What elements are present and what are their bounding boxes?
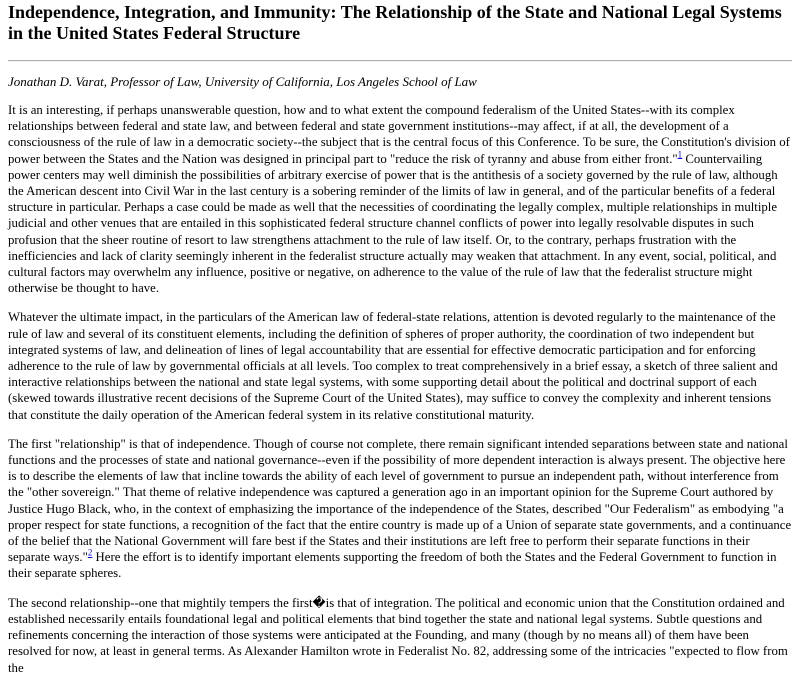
paragraph-4 xyxy=(8,595,792,676)
paragraph-text: The second relationship--one that mightily tempers the first�is that of integration. The political and economic union that the Constitution ordained and established necessarily entails foundational legal and political elements that bind together the state and national legal systems. Subtle questions and refinements concerning the interaction of those systems were anticipated at the Founding, and many (though by no means all) of them have been resolved for now, at least in general terms. As Alexander Hamilton wrote in Federalist No. 82, addressing some of the intricacies "expected to flow from the xyxy=(8,595,788,675)
article-author: Jonathan D. Varat, Professor of Law, University of California, Los Angeles School of Law xyxy=(8,74,477,89)
footnote-link[interactable]: 1 xyxy=(677,149,683,160)
paragraph-2 xyxy=(8,309,792,422)
paragraph-text: Whatever the ultimate impact, in the particulars of the American law of federal-state relations, attention is devoted regularly to the maintenance of the rule of law and several of its constituent elements, including the definition of spheres of proper authority, the coordination of two independent but integrated systems of law, and delineation of lines of legal accountability that are essential for effective democratic participation and for enforcing adherence to the rule of law by governmental officials at all levels. Too complex to treat comprehensively in a brief essay, a sketch of three salient and interactive relationships between the national and state legal systems, with some supporting detail about the political and doctrinal support of each (skewed towards illustrative recent decisions of the Supreme Court of the United States), may suffice to convey the complexity and inherent tensions that constitute the daily operation of the American federal system in its relative constitutional maturity. xyxy=(8,310,778,422)
paragraph-text: It is an interesting, if perhaps unanswerable question, how and to what extent the compound federalism of the United States--with its complex relationships between federal and state law, and between federal and state government institutions--may affect, if at all, the development of a consciousness of the rule of law in a democratic society--the subject that is the central focus of this Conference. To be sure, the Constitution's division of power between the States and the Nation was designed in principal part to "reduce the risk of tyranny and abuse from either front." xyxy=(8,103,790,166)
paragraph-text: The first "relationship" is that of independence. Though of course not complete, there remain significant intended separations between state and national functions and the processes of state and national governance--even if the possibility of more dependent interaction is always present. The objective here is to describe the elements of law that incline towards the ability of each level of government to pursue an independent path, without interference from the "other sovereign." That theme of relative independence was captured a generation ago in an important opinion for the Supreme Court authored by Justice Hugo Black, who, in the context of emphasizing the importance of the independence of the States, described "Our Federalism" as embodying "a proper respect for state functions, a recognition of the fact that the entire country is made up of a Union of separate state governments, and a continuance of the belief that the National Government will fare best if the States and their institutions are left free to perform their separate functions in their separate ways." xyxy=(8,436,792,565)
document-page xyxy=(0,2,800,676)
footnote-link[interactable]: 2 xyxy=(87,548,93,559)
paragraph-3 xyxy=(8,436,792,582)
paragraph-1 xyxy=(8,102,792,296)
paragraph-text: Countervailing power centers may well diminish the possibilities of arbitrary exercise of power that is the antithesis of a society governed by the rule of law, although the American descent into Civil War in the last century is a sobering reminder of the limits of law in general, and of the particular benefits of a federal structure in particular. Perhaps a case could be made as well that the necessities of coordinating the legally complex, multiple relationships in multiple judicial and other venues that are entailed in this sophisticated federal structure channel conflicts of power into legally resolvable disputes in such profusion that the sheer routine of resort to law strengthens attachment to the rule of law itself. Or, to the contrary, perhaps frustration with the inefficiencies and lack of clarity seemingly inherent in the federalist structure actually may weaken that attachment. In any event, social, political, and cultural factors may overwhelm any influence, positive or negative, on adherence to the value of the rule of law that the federalist structure might otherwise be thought to have. xyxy=(8,151,778,296)
paragraph-text: Here the effort is to identify important elements supporting the freedom of both the States and the Federal Government to function in their separate spheres. xyxy=(8,550,777,581)
article-title: Independence, Integration, and Immunity: The Relationship of the State and National Legal Systems in the United States Federal Structure xyxy=(8,2,782,43)
title-divider xyxy=(8,60,792,62)
